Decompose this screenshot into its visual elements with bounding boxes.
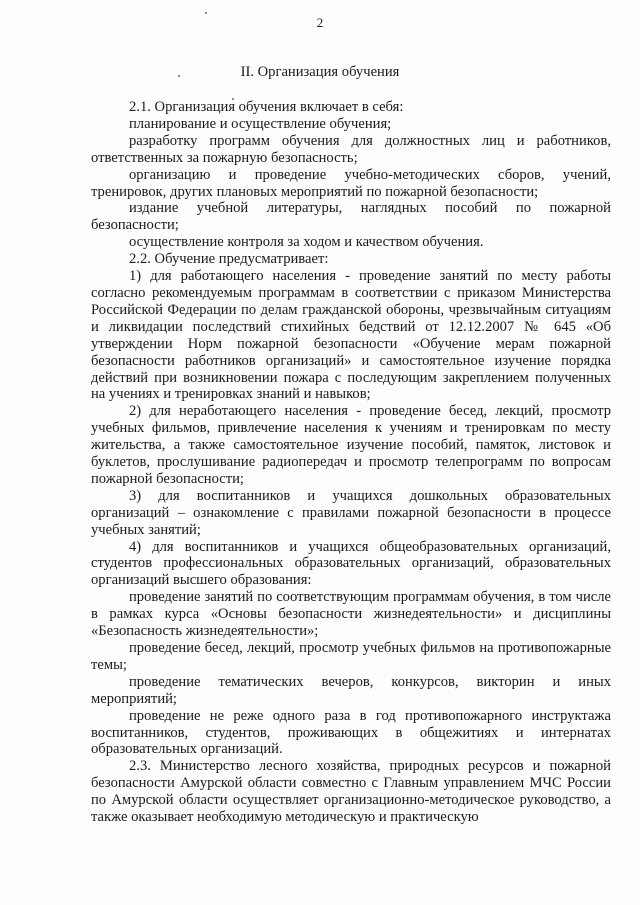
paragraph: разработку программ обучения для должностных лиц и работников, ответственных за пожарную безопасность; <box>91 132 611 166</box>
paragraph: 2.2. Обучение предусматривает: <box>129 251 329 268</box>
paragraph: 3) для воспитанников и учащихся дошкольных образовательных организаций – ознакомление с правилами пожарной безопасности в процессе учебных занятий; <box>91 487 611 538</box>
paragraph: проведение тематических вечеров, конкурсов, викторин и иных мероприятий; <box>91 673 611 707</box>
document-body <box>91 99 611 826</box>
paragraph: 1) для работающего населения - проведение занятий по месту работы согласно рекомендуемым программам в соответствии с приказом Министерства Российской Федерации по делам гражданской обороны, чрезвычайным ситуациям и ликвидации последствий стихийных бедствий от 12.12.2007 № 645 «Об утверждении Норм пожарной безопасности «Обучение мерам пожарной безопасности работников организаций» и самостоятельное изучение порядка действий при возникновении пожара с последующим закреплением полученных на учениях и тренировках знаний и навыков; <box>91 268 611 403</box>
paragraph: планирование и осуществление обучения; <box>129 115 392 132</box>
page-number: 2 <box>316 15 324 30</box>
section-title: II. Организация обучения <box>240 64 400 80</box>
paragraph: проведение занятий по соответствующим программам обучения, в том числе в рамках курса «Основы безопасности жизнедеятельности» и дисциплины «Безопасность жизнедеятельности»; <box>91 589 611 640</box>
paragraph: 2.3. Министерство лесного хозяйства, природных ресурсов и пожарной безопасности Амурской области совместно с Главным управлением МЧС России по Амурской области осуществляет организационно-методическое руководство, а также оказывает необходимую методическую и практическую <box>91 758 611 826</box>
paragraph: проведение не реже одного раза в год противопожарного инструктажа воспитанников, студентов, проживающих в общежитиях и интернатах образовательных организаций. <box>91 707 611 758</box>
paragraph: 4) для воспитанников и учащихся общеобразовательных организаций, студентов профессиональных образовательных организаций, образовательных организаций высшего образования: <box>91 538 611 589</box>
paragraph: издание учебной литературы, наглядных пособий по пожарной безопасности; <box>91 200 611 234</box>
paragraph: организацию и проведение учебно-методических сборов, учений, тренировок, других плановых мероприятий по пожарной безопасности; <box>91 166 611 200</box>
paragraph: 2.1. Организация обучения включает в себя: <box>129 99 404 115</box>
scan-speck <box>205 12 207 14</box>
paragraph: осуществление контроля за ходом и качеством обучения. <box>129 234 484 251</box>
paragraph: проведение бесед, лекций, просмотр учебных фильмов на противопожарные темы; <box>91 640 611 673</box>
paragraph: 2) для неработающего населения - проведение бесед, лекций, просмотр учебных фильмов, привлечение населения к учениям и тренировкам по месту жительства, а также самостоятельное изучение пособий, памяток, листовок и буклетов, прослушивание радиопередач и просмотр телепрограмм по вопросам пожарной безопасности; <box>91 403 611 487</box>
